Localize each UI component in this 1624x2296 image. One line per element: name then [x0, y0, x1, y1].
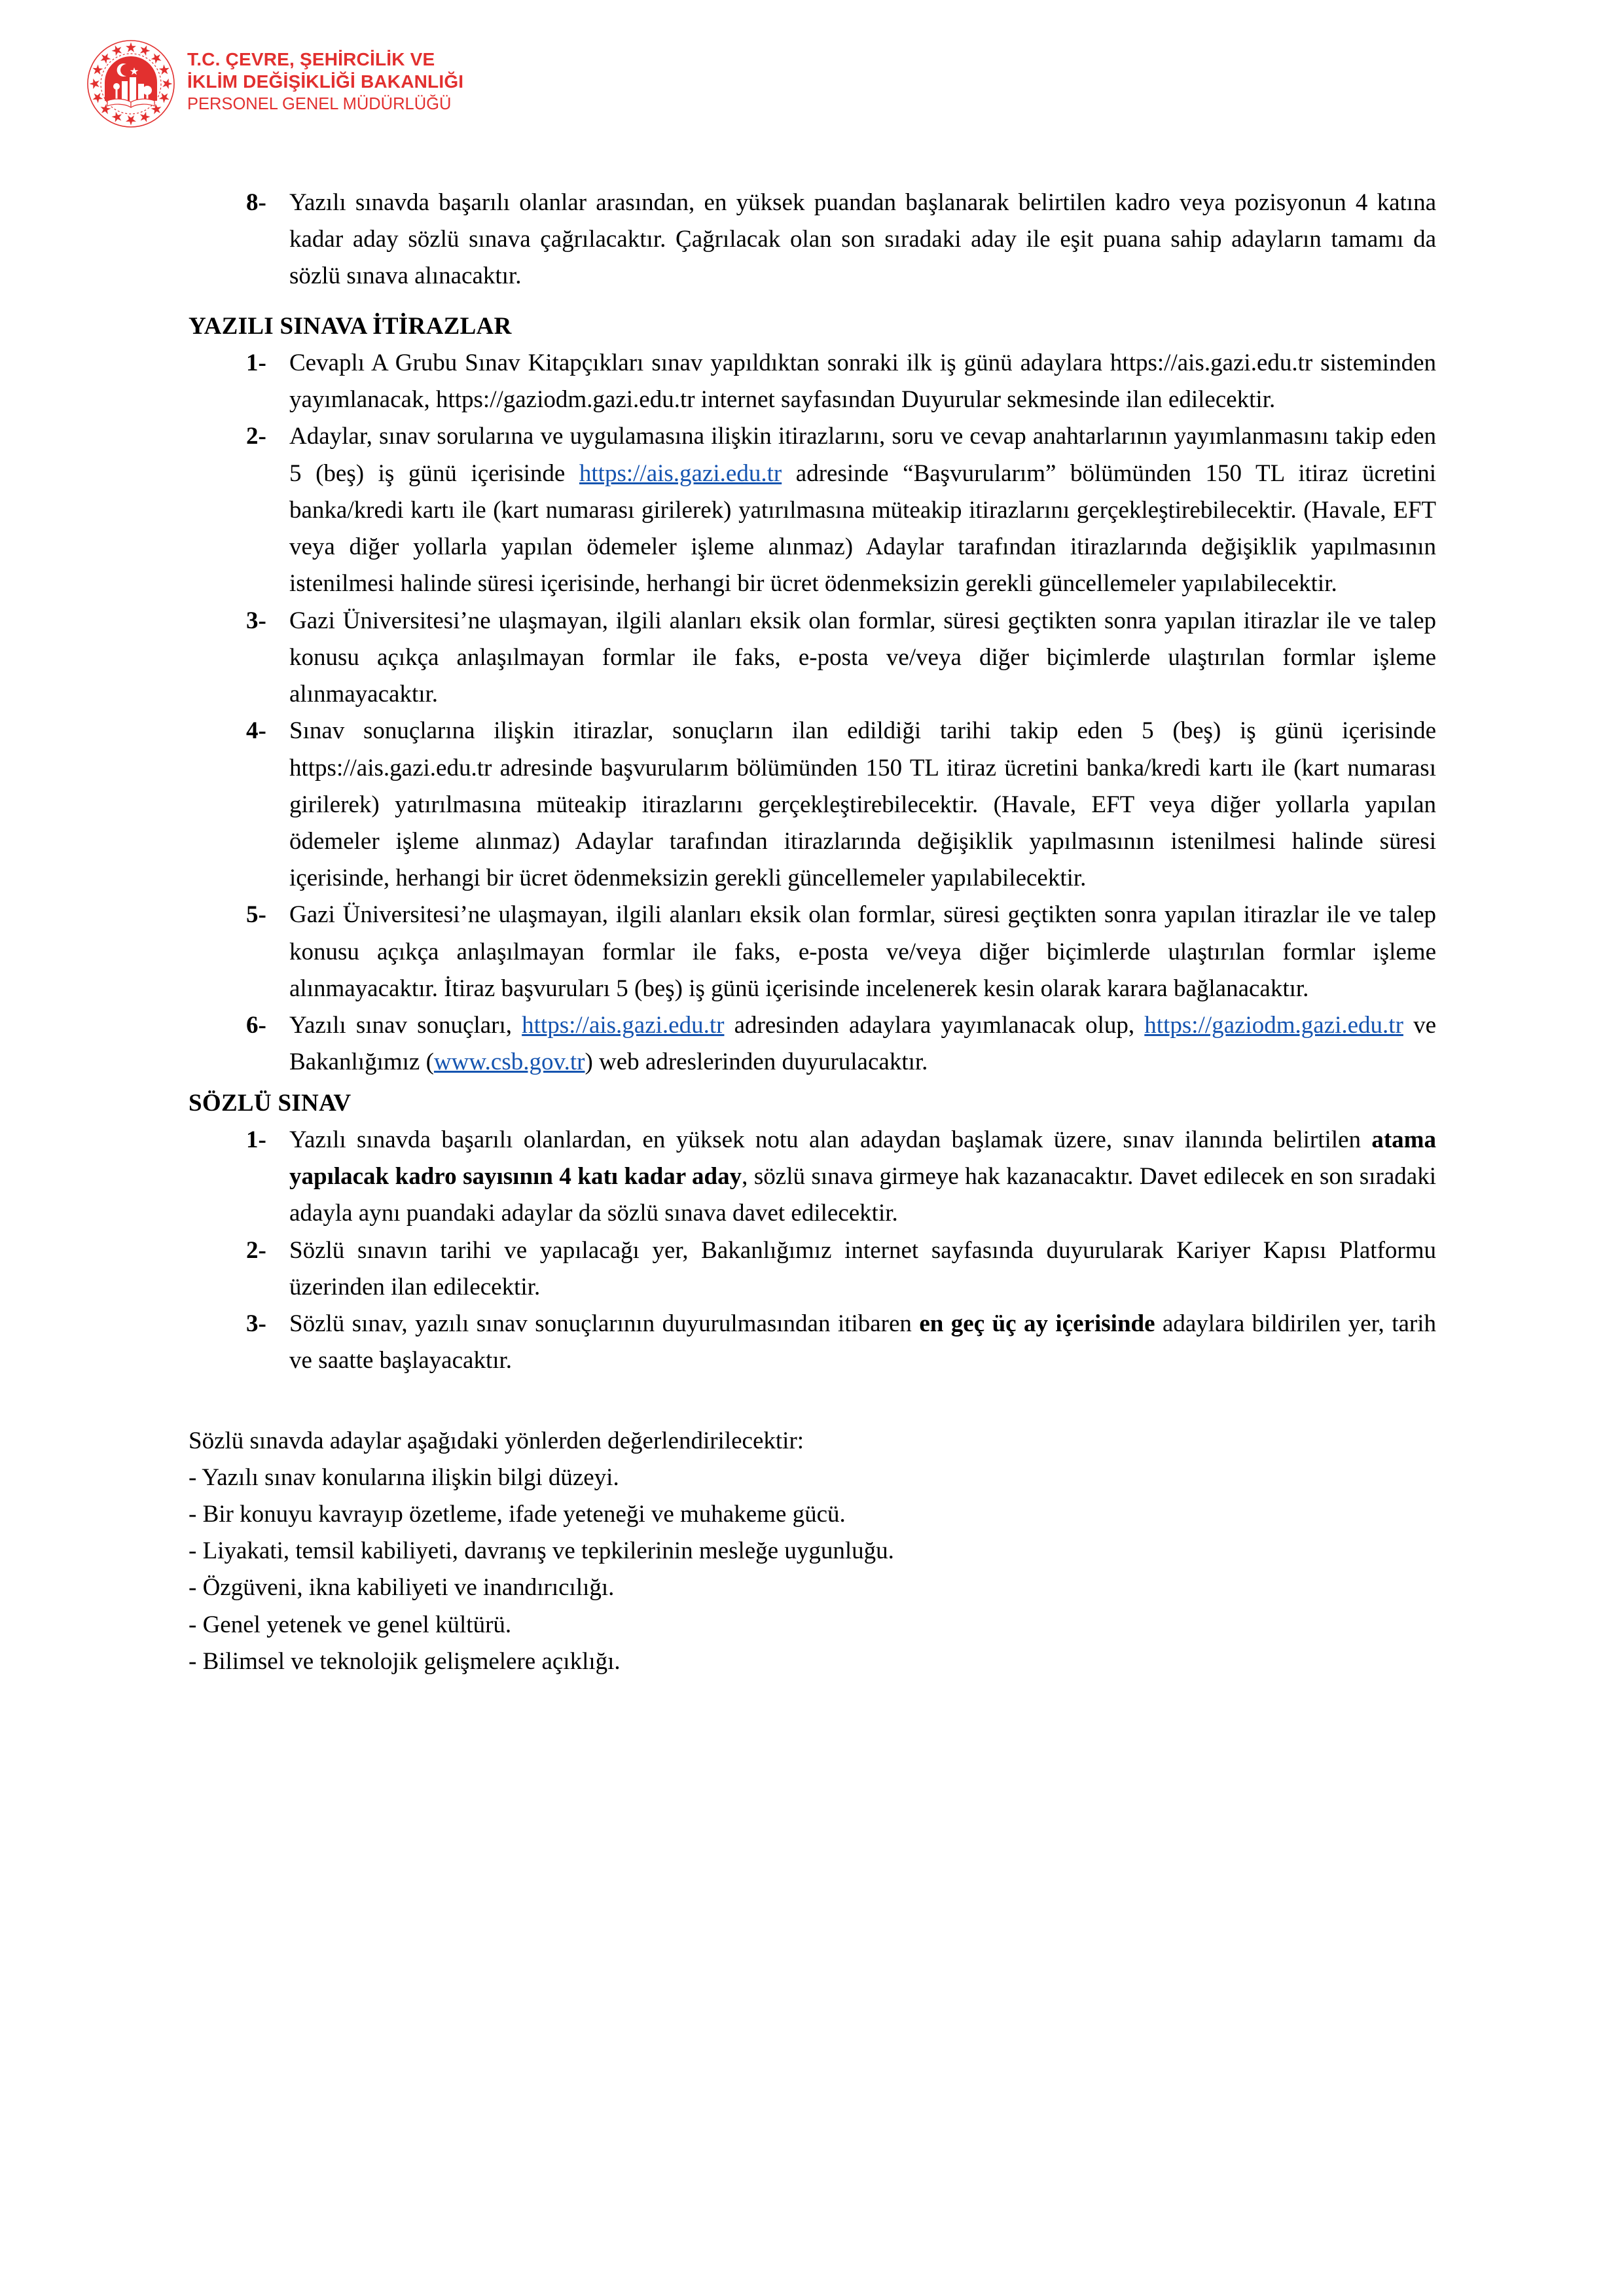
list-item [246, 1232, 1436, 1306]
list-item [246, 603, 1436, 713]
list-item [246, 1122, 1436, 1232]
turkish-ministry-emblem-icon [85, 38, 177, 130]
criteria-bullet: - Yazılı sınav konularına ilişkin bilgi düzeyi. [189, 1463, 619, 1491]
criteria-bullet: - Bilimsel ve teknolojik gelişmelere açıklığı. [189, 1647, 621, 1675]
list-item [246, 713, 1436, 897]
emphasis-text: atama yapılacak kadro sayısının 4 katı kadar aday [289, 1126, 1436, 1191]
ministry-name-line1: T.C. ÇEVRE, ŞEHİRCİLİK VE [187, 49, 435, 69]
list-item [246, 185, 1436, 295]
external-link[interactable]: https://gaziodm.gazi.edu.tr [1144, 1012, 1403, 1039]
list-item-number: 3- [246, 1310, 266, 1338]
document-body [189, 185, 1436, 1680]
list-item-text: Sözlü sınav, yazılı sınav sonuçlarının duyurulmasından itibaren en geç üç ay içerisinde adaylara bildirilen yer, tarih ve saatte başlayacaktır. [289, 1310, 1437, 1374]
list-item-number: 8- [246, 189, 266, 216]
list-item [246, 345, 1436, 418]
list-item-text: Sözlü sınavın tarihi ve yapılacağı yer, Bakanlığımız internet sayfasında duyurularak Kariyer Kapısı Platformu üzerinden ilan edilecektir. [289, 1236, 1436, 1300]
list-item [246, 1007, 1436, 1081]
criteria-intro: Sözlü sınavda adaylar aşağıdaki yönlerden değerlendirilecektir: [189, 1427, 804, 1454]
list-item-number: 1- [246, 349, 266, 376]
criteria-bullet: - Genel yetenek ve genel kültürü. [189, 1611, 512, 1638]
external-link[interactable]: https://ais.gazi.edu.tr [522, 1012, 725, 1039]
list-item-text: Yazılı sınavda başarılı olanlardan, en yüksek notu alan adaydan başlamak üzere, sınav ilanında belirtilen atama yapılacak kadro sayısının 4 katı kadar aday, sözlü sınava girmeye hak kazanacaktır. Davet edilecek en son sıradaki adayla aynı puandaki adaylar da sözlü sınava davet edilecektir. [289, 1126, 1436, 1227]
section-heading-sozlu-sinav: SÖZLÜ SINAV [189, 1089, 352, 1117]
criteria-bullet: - Bir konuyu kavrayıp özetleme, ifade yeteneği ve muhakeme gücü. [189, 1500, 846, 1528]
list-item-text: Yazılı sınav sonuçları, https://ais.gazi.edu.tr adresinden adaylara yayımlanacak olup, https://gaziodm.gazi.edu.tr ve Bakanlığımız (www.csb.gov.tr) web adreslerinden duyurulacaktır. [289, 1012, 1436, 1076]
letterhead-text [187, 38, 463, 115]
criteria-bullet: - Liyakati, temsil kabiliyeti, davranış ve tepkilerinin mesleğe uygunluğu. [189, 1537, 894, 1565]
department-name: PERSONEL GENEL MÜDÜRLÜĞÜ [187, 95, 452, 114]
list-item-number: 3- [246, 607, 266, 634]
list-item-text: Adaylar, sınav sorularına ve uygulamasına ilişkin itirazlarını, soru ve cevap anahtarlarının yayımlanmasını takip eden 5 (beş) iş günü içerisinde https://ais.gazi.edu.tr adresinde “Başvurularım” bölümünden 150 TL itiraz ücretini banka/kredi kartı ile (kart numarası girilerek) yatırılmasına müteakip itirazlarını gerçekleştirebilecektir. (Havale, EFT veya diğer yollarla yapılan ödemeler işleme alınmaz) Adaylar tarafından itirazlarında değişiklik yapılmasının istenilmesi halinde süresi içerisinde, herhangi bir ücret ödenmeksizin gerekli güncellemeler yapılabilecektir. [289, 423, 1436, 598]
section-heading-itirazlar: YAZILI SINAVA İTİRAZLAR [189, 312, 512, 340]
list-item-number: 2- [246, 1236, 266, 1264]
list-item-number: 1- [246, 1126, 266, 1153]
external-link[interactable]: https://ais.gazi.edu.tr [579, 459, 782, 487]
list-item [246, 1306, 1436, 1379]
list-item-text: Gazi Üniversitesi’ne ulaşmayan, ilgili alanları eksik olan formlar, süresi geçtikten sonra yapılan itirazlar ile ve talep konusu açıkça anlaşılmayan formlar ile faks, e-posta ve/veya diğer biçimlerde ulaştırılan formlar işleme alınmayacaktır. İtiraz başvuruları 5 (beş) iş günü içerisinde incelenerek kesin olarak karara bağlanacaktır. [289, 901, 1436, 1002]
list-item [246, 418, 1436, 602]
list-item-text: Yazılı sınavda başarılı olanlar arasından, en yüksek puandan başlanarak belirtilen kadro veya pozisyonun 4 katına kadar aday sözlü sınava çağrılacaktır. Çağrılacak olan son sıradaki aday ile eşit puana sahip adayların tamamı da sözlü sınava alınacaktır. [289, 189, 1436, 290]
list-item-text: Cevaplı A Grubu Sınav Kitapçıkları sınav yapıldıktan sonraki ilk iş günü adaylara https://ais.gazi.edu.tr sisteminden yayımlanacak, https://gaziodm.gazi.edu.tr internet sayfasından Duyurular sekmesinde ilan edilecektir. [289, 349, 1436, 414]
list-item-text: Sınav sonuçlarına ilişkin itirazlar, sonuçların ilan edildiği tarihi takip eden 5 (beş) iş günü içerisinde https://ais.gazi.edu.tr adresinde başvurularım bölümünden 150 TL itiraz ücretini banka/kredi kartı ile (kart numarası girilerek) yatırılmasına müteakip itirazlarını gerçekleştirebilecektir. (Havale, EFT veya diğer yollarla yapılan ödemeler işleme alınmaz) Adaylar tarafından itirazlarında değişiklik yapılmasının istenilmesi halinde süresi içerisinde, herhangi bir ücret ödenmeksizin gerekli güncellemeler yapılabilecektir. [289, 717, 1436, 892]
external-link[interactable]: www.csb.gov.tr [433, 1049, 585, 1076]
list-item-number: 2- [246, 423, 266, 450]
letterhead [85, 38, 463, 130]
emphasis-text: en geç üç ay içerisinde [919, 1310, 1155, 1338]
list-item-number: 6- [246, 1012, 266, 1039]
ministry-name-line2: İKLİM DEĞİŞİKLİĞİ BAKANLIĞI [187, 71, 464, 92]
list-item-number: 5- [246, 901, 266, 929]
list-item-number: 4- [246, 717, 266, 745]
criteria-bullet: - Özgüveni, ikna kabiliyeti ve inandırıcılığı. [189, 1574, 615, 1602]
list-item-text: Gazi Üniversitesi’ne ulaşmayan, ilgili alanları eksik olan formlar, süresi geçtikten sonra yapılan itirazlar ile ve talep konusu açıkça anlaşılmayan formlar ile faks, e-posta ve/veya diğer biçimlerde ulaştırılan formlar işleme alınmayacaktır. [289, 607, 1436, 708]
list-item [246, 897, 1436, 1007]
